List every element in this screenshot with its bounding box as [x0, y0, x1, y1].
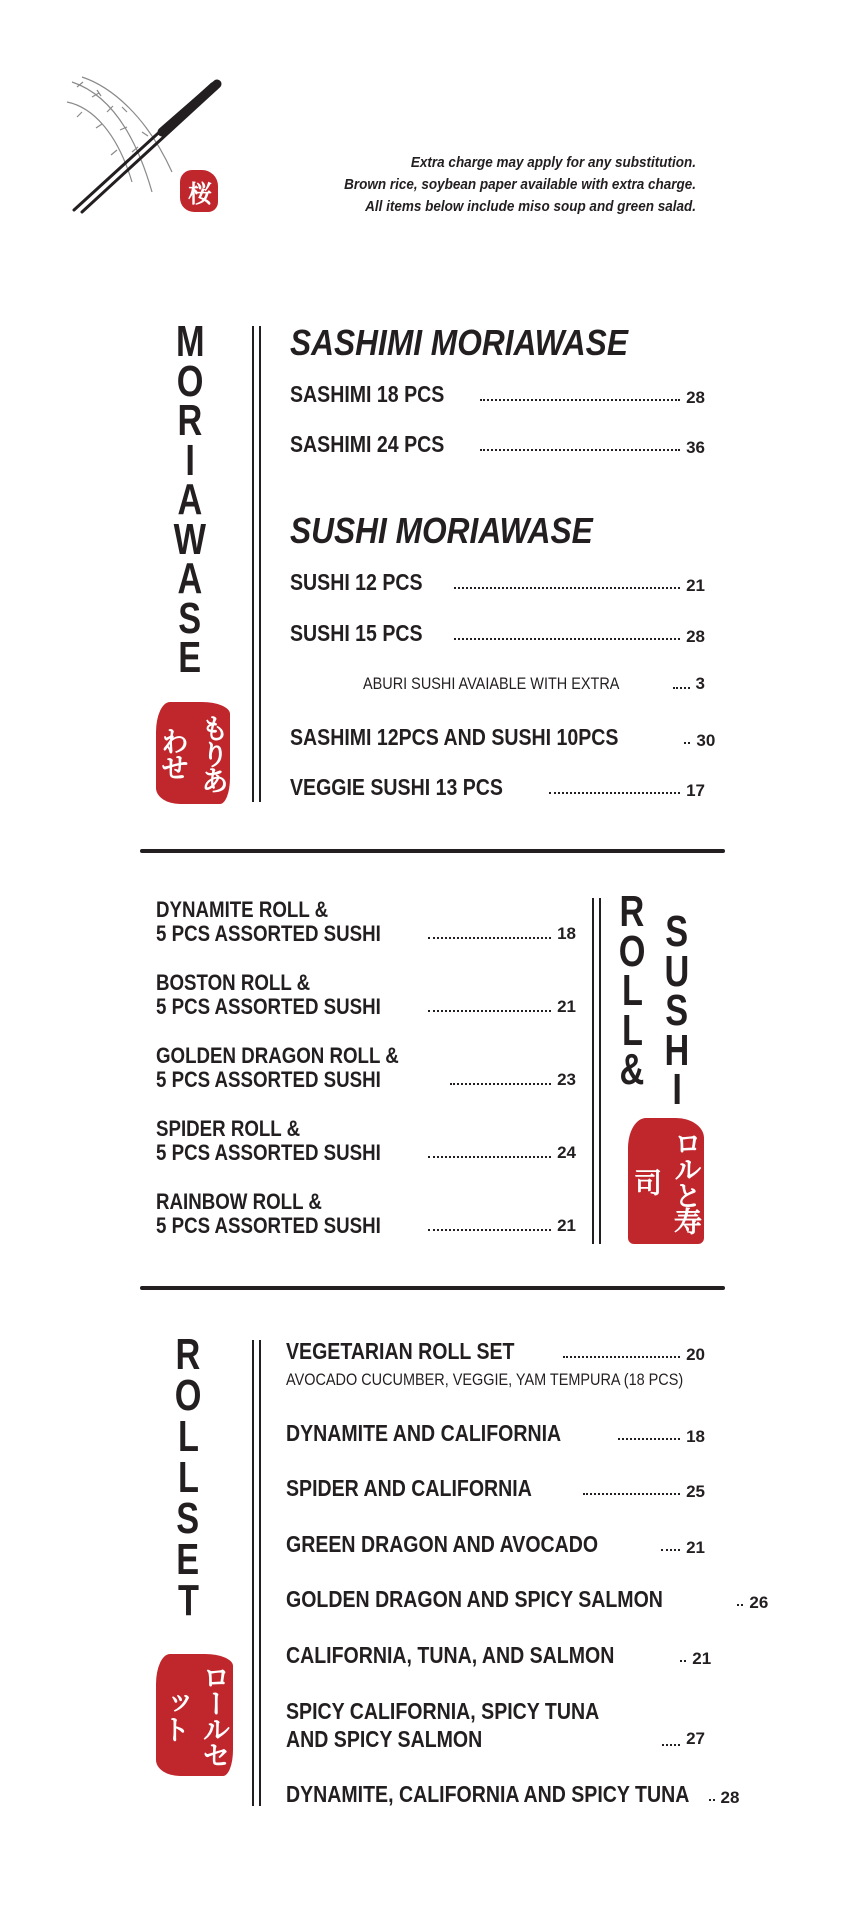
- vegetarian-description: AVOCADO CUCUMBER, VEGGIE, YAM TEMPURA (18 PCS): [286, 1370, 684, 1389]
- menu-item: SASHIMI 18 PCS 28: [290, 381, 705, 407]
- roll-sushi-vertical-left: R O L L &: [618, 887, 646, 1094]
- logo-stamp: 桜: [180, 170, 218, 212]
- menu-item: VEGGIE SUSHI 13 PCS 17: [290, 774, 705, 800]
- note-substitution: Extra charge may apply for any substitution.: [410, 154, 696, 171]
- roll-set-divider: [252, 1340, 261, 1806]
- roll-set-vertical-title: R O L L S E T: [174, 1330, 202, 1625]
- note-includes: All items below include miso soup and green salad.: [365, 198, 696, 215]
- menu-item: GOLDEN DRAGON AND SPICY SALMON 26: [286, 1586, 769, 1612]
- menu-item: SPIDER ROLL & 5 PCS ASSORTED SUSHI 24: [156, 1116, 576, 1165]
- menu-item: SPICY CALIFORNIA, SPICY TUNA AND SPICY SALMON 27: [286, 1698, 705, 1752]
- roll-sushi-divider: [592, 898, 601, 1244]
- roll-set-stamp: ロールセット: [156, 1654, 233, 1776]
- menu-item: VEGETARIAN ROLL SET 20: [286, 1338, 705, 1364]
- sashimi-moriawase-heading: SASHIMI MORIAWASE: [290, 322, 628, 363]
- notes: [344, 152, 696, 218]
- menu-item: SASHIMI 12PCS AND SUSHI 10PCS 30: [290, 724, 716, 750]
- menu-item: GOLDEN DRAGON ROLL & 5 PCS ASSORTED SUSHI 23: [156, 1043, 576, 1092]
- note-brown-rice: Brown rice, soybean paper available with extra charge.: [344, 176, 696, 193]
- menu-item: SPIDER AND CALIFORNIA 25: [286, 1475, 705, 1501]
- menu-item: DYNAMITE, CALIFORNIA AND SPICY TUNA 28: [286, 1781, 740, 1807]
- roll-sushi-vertical-right: S U S H I: [664, 907, 690, 1114]
- menu-item: SASHIMI 24 PCS 36: [290, 431, 705, 457]
- menu-item: GREEN DRAGON AND AVOCADO 21: [286, 1531, 705, 1557]
- moriawase-divider: [252, 326, 261, 802]
- sushi-moriawase-heading: SUSHI MORIAWASE: [290, 510, 593, 551]
- menu-item: DYNAMITE ROLL & 5 PCS ASSORTED SUSHI 18: [156, 897, 576, 946]
- section-divider: [140, 1286, 725, 1290]
- menu-item: SUSHI 12 PCS 21: [290, 569, 705, 595]
- menu-item: BOSTON ROLL & 5 PCS ASSORTED SUSHI 21: [156, 970, 576, 1019]
- menu-item: CALIFORNIA, TUNA, AND SALMON 21: [286, 1642, 712, 1668]
- menu-item: RAINBOW ROLL & 5 PCS ASSORTED SUSHI 21: [156, 1189, 576, 1238]
- section-divider: [140, 849, 725, 853]
- moriawase-stamp: もりあわせ: [156, 702, 230, 804]
- moriawase-vertical-title: M O R I A W A S E: [173, 317, 207, 682]
- menu-item: DYNAMITE AND CALIFORNIA 18: [286, 1420, 705, 1446]
- roll-sushi-stamp: ロルと寿司: [628, 1118, 704, 1244]
- menu-item: SUSHI 15 PCS 28: [290, 620, 705, 646]
- menu-item-extra: ABURI SUSHI AVAIABLE WITH EXTRA 3: [363, 674, 705, 693]
